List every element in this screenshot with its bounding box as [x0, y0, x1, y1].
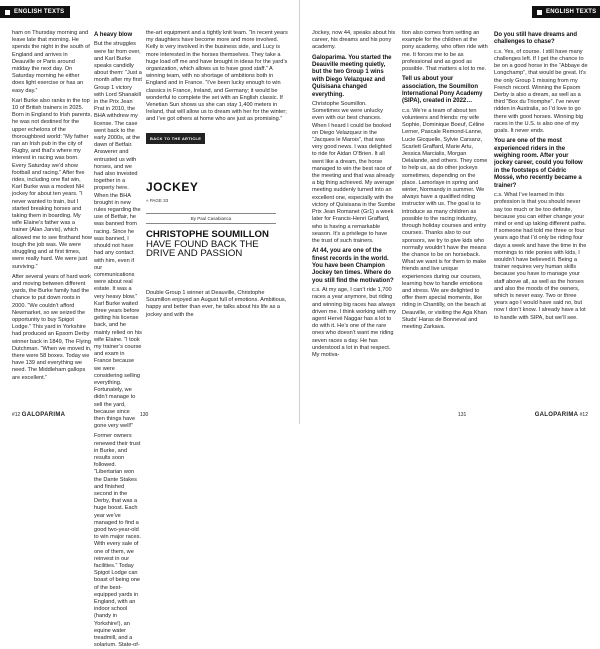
- section-title: JOCKEY: [146, 180, 199, 194]
- footer-brand: [535, 412, 588, 418]
- paragraph: c.s. At my age, I can’t ride 1,700 races a year anymore, but riding and winning big races has always driven me. I think working with my agent Hervé Naggar has a lot to do with it. He’s one of the rare ones who doesn’t want me riding seven races a day. He has understood a lot in that respect. My motiva-: [312, 287, 396, 358]
- subheading: A heavy blow: [94, 32, 133, 38]
- page-number: 131: [458, 412, 467, 418]
- lead-paragraph: Double Group 1 winner at Deauville, Christophe Soumillon enjoyed an August full of emotions. Ambitious, happy and better than ever, he talks about his life as a jockey and with the: [146, 290, 287, 318]
- section-label: ENGLISH TEXTS: [14, 9, 65, 15]
- left-column-3: [146, 30, 288, 176]
- paragraph: Former owners renewed their trust in Burke, and results soon followed. “Libertarian won the Dante Stakes and finished second in the Derby, that was a huge boost. Each year we’ve managed to find a good two-year-old to win major races. With every sale of one of them, we reinvest in our facilities.” Today Spigot Lodge can boast of being one of the best-equipped yards in England, with an indoor school (handy in Yorkshire!), an equine water treadmill, and a solarium. State-of-: [94, 433, 141, 649]
- question: Tell us about your association, the Soumillon International Pony Academy (SIPA), created in 2022…: [402, 76, 483, 105]
- headline-thin: HAVE FOUND BACK THE DRIVE AND PASSION: [146, 238, 259, 260]
- section-header: [0, 6, 70, 18]
- question: Do you still have dreams and challenges to chase?: [494, 32, 578, 46]
- section-label: ENGLISH TEXTS: [546, 9, 597, 15]
- paragraph: c.s. We’re a team of about ten volunteers and friends: my wife Sophie, Dominique Boeuf, Céline Lerner, Pascale Remond-Lanne, Lucie Gicquelle, Sylvie Carsanz, Scarlett Graffard, Marie Artu, Jessica Marcialis, Morgan Delalande, and others. They come to help us, as do other jockeys sometimes, depending on the place. Lamorlaye in spring and winter, Normandy in summer. We always have a qualified riding instructor with us. The goal is to introduce as many children as possible to the racing industry, through holiday courses and entry courses. Thanks also to our sponsors, we try to give kids who normally wouldn’t have the means the chance to be on horseback. What we want is for them to make friends and live unique experiences during our courses, learning how to handle emotions and stress. We are delighted to offer them special moments, like riding in Chantilly, on the beach at Deauville, or visiting the Aga Khan Studs’ Haras de Bonneval and meeting Zarkava.: [402, 107, 488, 330]
- paragraph: Jockey, now 44, speaks about his career, his dreams and his pony academy.: [312, 30, 396, 51]
- back-to-article-button[interactable]: BACK TO THE ARTICLE: [146, 133, 205, 144]
- left-column-1: [12, 30, 92, 402]
- section-header: [532, 6, 600, 18]
- paragraph: c.s. Yes, of course. I still have many challenges left. If I get the chance to be on a good horse in the “Abbaye de Longchamp”, that would be great. It’s the only Group 1 missing from my French record. Winning the Epsom Derby is also a dream, as well as a third “Box du Triomphe”. I’ve never ridden in Australia, so I’d love to go there with good horses. Winning big races in the U.S. is also one of my goals. It never ends.: [494, 48, 588, 135]
- page-reference: » PAGE 33: [146, 198, 169, 203]
- paragraph: Christophe Soumillon. Sometimes we were unlucky even with our best chances. When I heard I could be booked on Diego Velazquez in the “Jacques le Marois”, that was very good news. I was delighted to ride for Aidan O’Brien. It all went like a dream, the horse managed to win the best race of the meeting and that was already a big thing achieved. My average meeting suddenly turned into an excellent one, especially with the victory of Quisisana in the Sumbe Prix Jean Romanet (Gr1) a week later for Francis-Henri Graffard, who is having a remarkable season. It’s a privilege to have the trust of such trainers.: [312, 101, 396, 244]
- footer-brand: [12, 412, 65, 418]
- right-column-3: [494, 30, 588, 402]
- question: Galoparima. You started the Deauville meeting quietly, but the two Group 1 wins with Diego Velazquez and Quisisana changed everything.: [312, 54, 392, 98]
- paragraph: c.s. What I’ve learned in this profession is that you should never say too much or be too definite, because you can either change your mind or end up taking different paths. If someone had told me three or four years ago that I’d only be riding four days a week and have the time in the mornings to ride ponies with kids, I wouldn’t have believed it. Being a trainer requires very human skills because you have to manage your staff above all, as well as the horses and also the moods of the owners, which is never easy. Two or three years ago I would have said no, but now I don’t know. I already have a lot to handle with SIPA, but we’ll see.: [494, 192, 587, 321]
- issue-number: #12: [579, 412, 588, 418]
- paragraph: After several years of hard work and moving between different yards, the Burke family had the chance to put down roots in 2000. “We couldn’t afford Newmarket, so we seized the opportunity to buy Spigot Lodge.” This yard in Yorkshire had produced an Epsom Derby winner back in 1849, The Flying Dutchman. “When we moved in, there were 58 boxes. Today we have 139 and everything we need. The Middleham gallops are excellent.”: [12, 273, 92, 381]
- article-lead: [146, 290, 288, 400]
- issue-number: #12: [12, 412, 21, 418]
- paragraph: ham on Thursday morning and leave late that morning. He spends the night in the south of England and arrives in Deauville or Paris around midday the next day. On Saturday morning he either does light exercise or has an easy day.”: [12, 30, 90, 94]
- magazine-name: GALOPARIMA: [534, 412, 579, 418]
- question: You are one of the most experienced riders in the weighing room. After your jockey career, could you follow in the footsteps of Cédric Mossé, who recently became a trainer?: [494, 138, 583, 189]
- page-number: 130: [140, 412, 149, 418]
- right-column-2: [402, 30, 488, 402]
- left-column-2-text: [94, 30, 142, 649]
- question: At 44, you are one of the finest records in the world. You have been Champion Jockey ten times. Where do you still find the motivation?: [312, 248, 394, 284]
- right-page: [300, 0, 600, 424]
- paragraph: Karl Burke also ranks in the top 10 of British trainers in 2025. Born in England to Irish parents, he was not destined for the upper echelons of the thoroughbred world: “My father ran an Irish pub in the city of Rugby, and that’s where my interest in racing was born. Every Saturday we’d show football and racing.” After five rides, including one flat win, Karl Burke was a modest NH jockey for about ten years. “I never wanted to train, but I started breaking horses and taking them in boarding. My wife Elaine’s father was a trainer (Alan Jarvis), which allowed me to see firsthand how tough the job was. We were struggling and at first times, were really hard. We were just surviving.”: [12, 97, 92, 270]
- paragraph: the-art equipment and a tightly knit team. “In recent years my daughters have become more and more involved. Kelly is very involved in the business side, and Lucy is more interested in the horses themselves. They take a huge load off me and have brought in ideas for the yard’s organization, which allows us to have good staff.” A winning team, with no shortage of ambitions both in England and in France. “I’ve been lucky enough to win classics in France, Ireland, and Germany; it would be wonderful to complete the set with an English classic. If Venetian Sun shows us she can stay 1,400 meters in Ireland, that will allow us to dream with her for the winter; and I’ve got others at home who are just as promising.”: [146, 30, 288, 123]
- right-column-1: [312, 30, 396, 402]
- square-icon: [537, 10, 542, 15]
- article-headline: [146, 230, 286, 259]
- paragraph: But the struggles were far from over, and Karl Burke speaks candidly about them: “Just a month after my first Group 1 victory with Lord Shanakill in the Prix Jean Prat in 2010, the BHA withdrew my license. The case went back to the early 2000s, at the dawn of Betfair. Answerer and entrusted us with horses, and we had also invested together in a property here. When the BHA brought in new rules regarding the use of Betfair, he was banned from racing. Since he was banned, I should not have had any contact with him, even if our communications were about real estate. It was a very heavy blow.” Karl Burke waited three years before getting his license back, and he mainly relied on his wife Elaine. “I took my trainer’s course and exam in France because we were considering selling everything. Fortunately, we didn’t manage to sell the yard, because since then things have gone very well!”: [94, 41, 142, 430]
- paragraph: tion also comes from setting an example for the children at the pony academy, who often ride with me. It forces me to be as professional and as good as possible. That matters a lot to me.: [402, 30, 488, 73]
- square-icon: [5, 10, 10, 15]
- byline: By Paul Casabianca: [146, 213, 276, 224]
- magazine-name: GALOPARIMA: [21, 412, 66, 418]
- headline-bold: CHRISTOPHE SOUMILLON: [146, 229, 269, 240]
